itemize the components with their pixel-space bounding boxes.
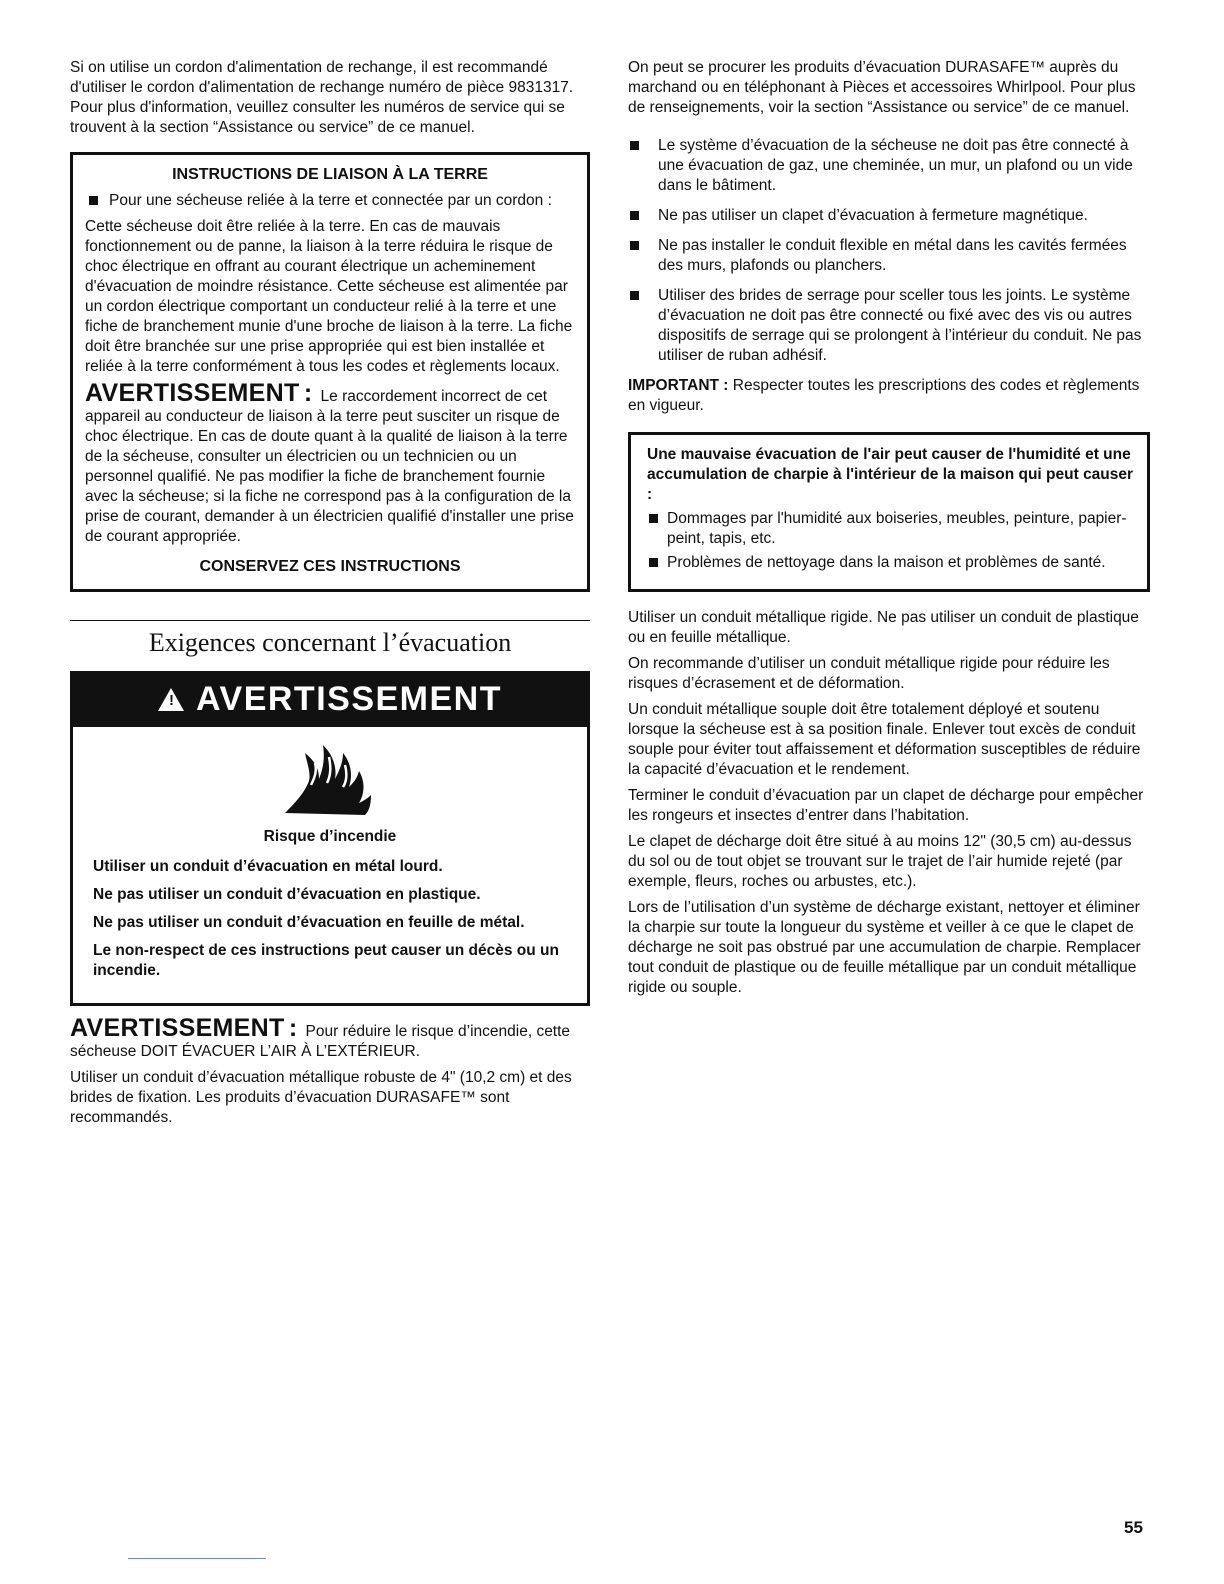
list-item: Le système d’évacuation de la sécheuse ne doit pas être connecté à une évacuation de gaz, une cheminée, un mur, un plafond ou un vide dans le bâtiment. xyxy=(628,136,1150,196)
right-column xyxy=(628,58,1150,1004)
exhaust-warning: AVERTISSEMENT : Pour réduire le risque d’incendie, cette sécheuse DOIT ÉVACUER L’AIR À L’EXTÉRIEUR. xyxy=(70,1014,571,1060)
save-instructions-footer: CONSERVEZ CES INSTRUCTIONS xyxy=(199,558,461,575)
warning-text: Le raccordement incorrect de cet appareil au conducteur de liaison à la terre peut susciter un risque de choc électrique. En cas de doute quant à la qualité de liaison à la terre de la sécheuse, consulter un électricien ou un technicien ou un personnel qualifié. Ne pas modifier la fiche de branchement fournie avec la sécheuse; si la fiche ne correspond pas à la configuration de la prise de courant, demander à un électricien qualifié d'installer une prise de courant appropriée. xyxy=(85,388,574,545)
warning-body xyxy=(73,724,587,1003)
square-bullet-icon xyxy=(630,211,639,220)
fire-icon xyxy=(283,741,377,817)
durasafe-paragraph: On peut se procurer les produits d’évacuation DURASAFE™ auprès du marchand ou en téléphonant à Pièces et accessoires Whirlpool. Pour plus de renseignements, voir la section “Assistance ou service” de ce manuel. xyxy=(628,59,1136,116)
grounding-warning: AVERTISSEMENT : Le raccordement incorrect de cet appareil au conducteur de liaison à la terre peut susciter un risque de choc électrique. En cas de doute quant à la qualité de liaison à la terre de la sécheuse, consulter un électricien ou un technicien ou un personnel qualifié. Ne pas modifier la fiche de branchement fournie avec la sécheuse; si la fiche ne correspond pas à la configuration de la prise de courant, demander à un électricien qualifié d'installer une prise de courant appropriée. xyxy=(85,379,574,545)
warning-header: ! AVERTISSEMENT xyxy=(73,674,587,724)
paragraph: Lors de l’utilisation d’un système de décharge existant, nettoyer et éliminer la charpie sur toute la longueur du système et veiller à ce que le clapet de décharge ne soit pas obstrué par une accumulation de charpie. Remplacer tout conduit de plastique ou de feuille métallique par un conduit métallique rigide ou souple. xyxy=(628,899,1141,996)
exhaust-rules-list xyxy=(628,136,1150,366)
duct-paragraph: Utiliser un conduit d’évacuation métallique robuste de 4" (10,2 cm) et des brides de fixation. Les produits d’évacuation DURASAFE™ sont recommandés. xyxy=(70,1069,572,1126)
section-divider xyxy=(70,620,590,621)
section-title: Exigences concernant l’évacuation xyxy=(148,628,512,657)
grounding-bullet: Pour une sécheuse reliée à la terre et connectée par un cordon : xyxy=(85,191,575,211)
grounding-title: INSTRUCTIONS DE LIAISON À LA TERRE xyxy=(172,166,488,183)
square-bullet-icon xyxy=(649,514,658,523)
grounding-instructions-box xyxy=(70,152,590,592)
square-bullet-icon xyxy=(630,241,639,250)
paragraph: Le clapet de décharge doit être situé à au moins 12" (30,5 cm) au-dessus du sol ou de tout objet se trouvant sur le trajet de l’air humide rejeté (par exemple, fleurs, roches ou arbustes, etc.). xyxy=(628,833,1132,890)
warning-line: Le non-respect de ces instructions peut causer un décès ou un incendie. xyxy=(93,942,559,979)
paragraph: On recommande d’utiliser un conduit métallique rigide pour réduire les risques d’écrasement et de déformation. xyxy=(628,655,1110,692)
left-column xyxy=(70,58,590,1134)
list-item: Dommages par l'humidité aux boiseries, meubles, peinture, papier-peint, tapis, etc. xyxy=(647,509,1141,549)
warning-line: Ne pas utiliser un conduit d’évacuation en feuille de métal. xyxy=(93,914,525,931)
important-note: IMPORTANT : Respecter toutes les prescriptions des codes et règlements en vigueur. xyxy=(628,377,1140,414)
paragraph: Terminer le conduit d’évacuation par un clapet de décharge pour empêcher les rongeurs et insectes d’entrer dans l’habitation. xyxy=(628,787,1144,824)
list-item: Ne pas utiliser un clapet d’évacuation à fermeture magnétique. xyxy=(628,206,1150,226)
humidity-warning-box xyxy=(628,432,1150,592)
warning-label: AVERTISSEMENT xyxy=(85,379,300,407)
grounding-body: Cette sécheuse doit être reliée à la terre. En cas de mauvais fonctionnement ou de panne, la liaison à la terre réduira le risque de choc électrique en offrant au courant électrique un acheminement d'évacuation de moindre résistance. Cette sécheuse est alimentée par un cordon électrique comportant un conducteur relié à la terre et une fiche de branchement munie d'une broche de liaison à la terre. La fiche doit être branchée sur une prise appropriée qui est bien installée et reliée à la terre conformément à tous les codes et règlements locaux. xyxy=(85,218,573,375)
replacement-cord-paragraph: Si on utilise un cordon d'alimentation de rechange, il est recommandé d'utiliser le cordon d'alimentation de rechange numéro de pièce 9831317. Pour plus d'information, veuillez consulter les numéros de service qui se trouvent à la section “Assistance ou service” de ce manuel. xyxy=(70,59,574,136)
list-item: Ne pas installer le conduit flexible en métal dans les cavités fermées des murs, plafonds ou planchers. xyxy=(628,236,1150,276)
warning-line: Utiliser un conduit d’évacuation en métal lourd. xyxy=(93,858,443,875)
footer-line xyxy=(128,1558,266,1559)
square-bullet-icon xyxy=(89,196,98,205)
warning-label: AVERTISSEMENT xyxy=(70,1014,285,1042)
fire-warning-box xyxy=(70,671,590,1006)
paragraph: Utiliser un conduit métallique rigide. Ne pas utiliser un conduit de plastique ou en feuille métallique. xyxy=(628,609,1139,646)
square-bullet-icon xyxy=(630,141,639,150)
page-number: 55 xyxy=(1124,1518,1143,1537)
warning-triangle-icon: ! xyxy=(158,688,184,711)
humidity-intro: Une mauvaise évacuation de l'air peut causer de l'humidité et une accumulation de charpie à l'intérieur de la maison qui peut causer : xyxy=(647,446,1134,503)
warning-line: Ne pas utiliser un conduit d’évacuation en plastique. xyxy=(93,886,481,903)
list-item: Problèmes de nettoyage dans la maison et problèmes de santé. xyxy=(647,553,1141,573)
list-item: Utiliser des brides de serrage pour sceller tous les joints. Le système d’évacuation ne doit pas être connecté ou fixé avec des vis ou autres dispositifs de serrage qui se prolongent à l’intérieur du conduit. Ne pas utiliser de ruban adhésif. xyxy=(628,286,1150,366)
square-bullet-icon xyxy=(630,291,639,300)
warning-text: Pour réduire le risque d’incendie, cette sécheuse DOIT ÉVACUER L’AIR À L’EXTÉRIEUR. xyxy=(70,1023,571,1060)
paragraph: Un conduit métallique souple doit être totalement déployé et soutenu lorsque la sécheuse est à sa position finale. Enlever tout excès de conduit souple pour éviter tout affaissement et déformation susceptibles de réduire la capacité d’évacuation et le rendement. xyxy=(628,701,1141,778)
fire-risk-title: Risque d’incendie xyxy=(263,828,397,845)
square-bullet-icon xyxy=(649,558,658,567)
